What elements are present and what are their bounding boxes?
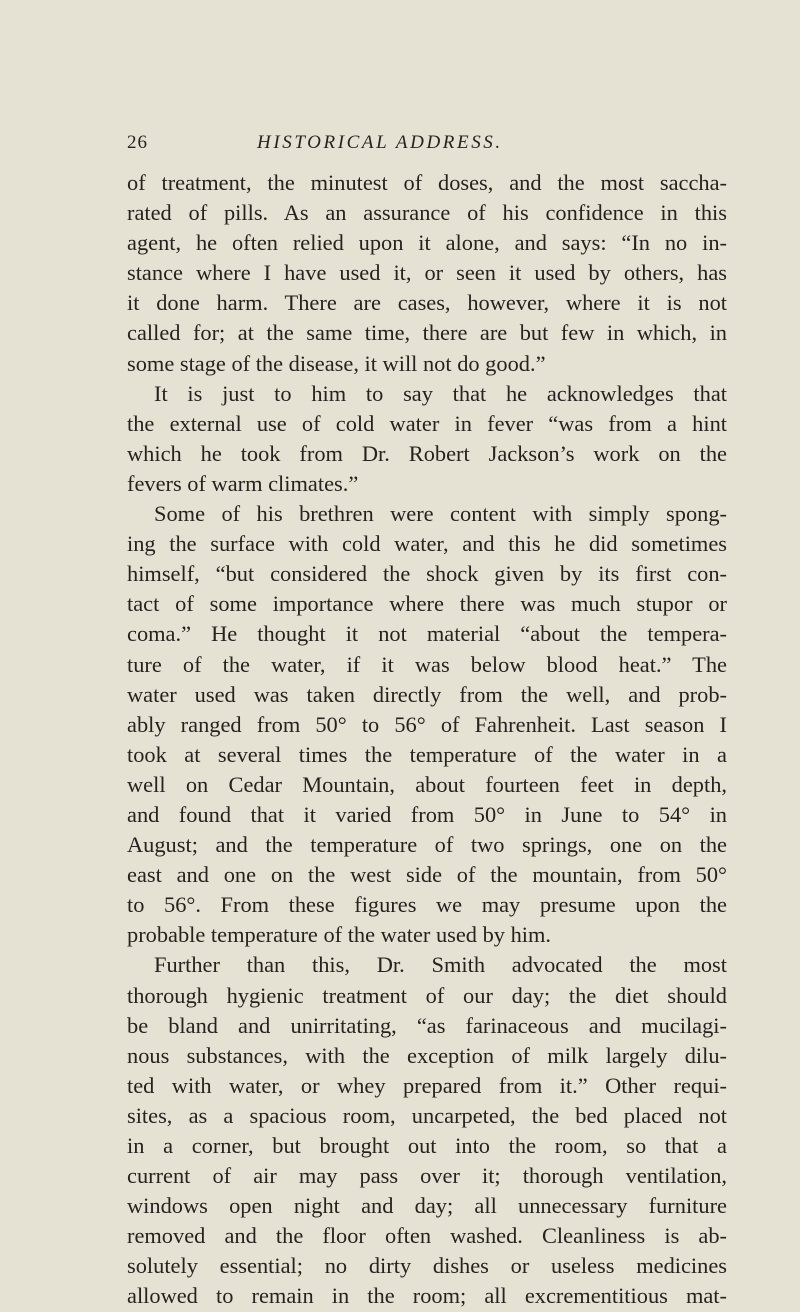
text-line: of treatment, the minutest of doses, and the most saccha-: [127, 170, 727, 195]
text-line: Some of his brethren were content with simply spong-: [154, 501, 727, 527]
text-line: and found that it varied from 50° in June to 54° in: [127, 801, 727, 827]
text-line: the external use of cold water in fever “was from a hint: [127, 410, 727, 436]
text-line: allowed to remain in the room; all excrementitious mat-: [127, 1283, 727, 1309]
running-title: HISTORICAL ADDRESS.: [257, 132, 503, 153]
text-line: solutely essential; no dirty dishes or useless medicines: [127, 1253, 727, 1279]
page-header: [127, 132, 727, 162]
body-text: [127, 168, 727, 1312]
text-line: agent, he often relied upon it alone, and says: “In no in-: [127, 230, 727, 256]
text-line: east and one on the west side of the mountain, from 50°: [127, 862, 727, 888]
text-line: ably ranged from 50° to 56° of Fahrenheit. Last season I: [127, 711, 727, 737]
text-line: thorough hygienic treatment of our day; the diet should: [127, 982, 727, 1008]
text-line: stance where I have used it, or seen it used by others, has: [127, 260, 727, 286]
text-line: It is just to him to say that he acknowledges that: [154, 380, 727, 406]
text-line: which he took from Dr. Robert Jackson’s work on the: [127, 440, 727, 466]
text-line: well on Cedar Mountain, about fourteen feet in depth,: [127, 771, 727, 797]
text-line: removed and the floor often washed. Cleanliness is ab-: [127, 1223, 727, 1249]
text-line: water used was taken directly from the well, and prob-: [127, 681, 727, 707]
text-line: it done harm. There are cases, however, where it is not: [127, 290, 727, 316]
text-line: windows open night and day; all unnecessary furniture: [127, 1193, 727, 1219]
text-line: be bland and unirritating, “as farinaceous and mucilagi-: [127, 1012, 727, 1038]
page-number: 26: [127, 132, 148, 153]
text-line: himself, “but considered the shock given by its first con-: [127, 561, 727, 587]
text-line: in a corner, but brought out into the room, so that a: [127, 1133, 727, 1158]
text-line: sites, as a spacious room, uncarpeted, the bed placed not: [127, 1102, 727, 1128]
text-line: August; and the temperature of two springs, one on the: [127, 832, 727, 858]
text-line: tact of some importance where there was much stupor or: [127, 591, 727, 617]
text-line: Further than this, Dr. Smith advocated the most: [154, 952, 727, 978]
text-line: ture of the water, if it was below blood heat.” The: [127, 651, 727, 677]
text-line: some stage of the disease, it will not do good.”: [127, 350, 546, 376]
text-line: ted with water, or whey prepared from it.” Other requi-: [127, 1072, 727, 1098]
text-line: to 56°. From these figures we may presume upon the: [127, 892, 727, 918]
text-line: called for; at the same time, there are but few in which, in: [127, 320, 727, 346]
text-line: current of air may pass over it; thorough ventilation,: [127, 1163, 727, 1189]
text-line: ing the surface with cold water, and this he did sometimes: [127, 531, 727, 557]
text-line: probable temperature of the water used by him.: [127, 922, 552, 948]
text-line: coma.” He thought it not material “about the tempera-: [127, 621, 727, 647]
text-line: rated of pills. As an assurance of his confidence in this: [127, 200, 727, 226]
text-line: took at several times the temperature of the water in a: [127, 741, 727, 767]
text-line: fevers of warm climates.”: [127, 470, 359, 496]
text-line: nous substances, with the exception of milk largely dilu-: [127, 1042, 727, 1068]
